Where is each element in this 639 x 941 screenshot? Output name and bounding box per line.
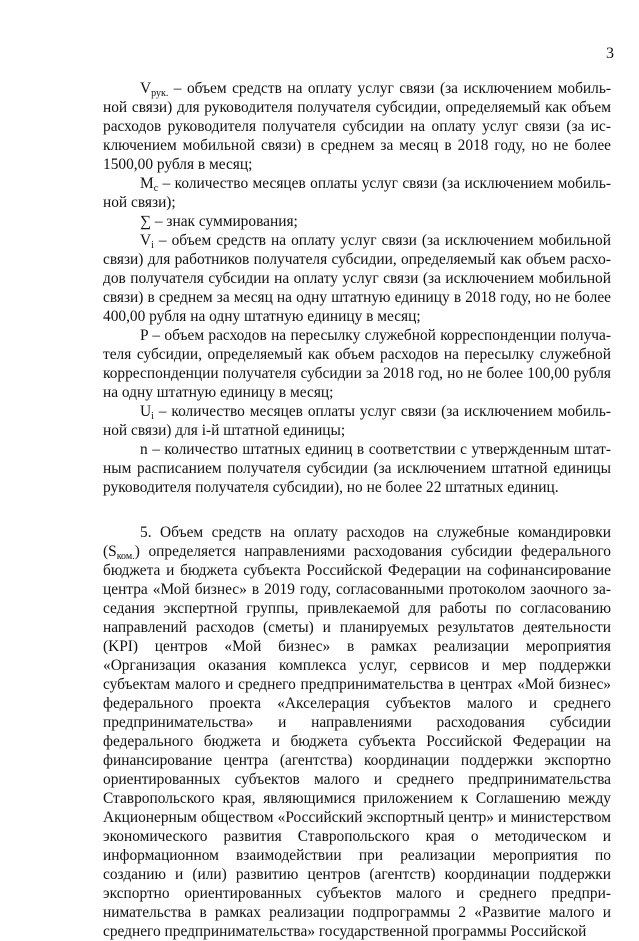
- sum-symbol: ∑: [140, 213, 151, 230]
- definition-ui: [103, 402, 611, 440]
- symbol: P: [140, 327, 148, 344]
- definition-n: [103, 440, 611, 497]
- symbol: U: [140, 403, 152, 420]
- symbol: M: [140, 175, 154, 192]
- definition-text: – объем средств на оплату услуг связи (за исключением мобильной связи) для работников получателя субсидии, определяемый как объем расходов получателя субсидии на оплату услуг связи (за исключением мобильной связи) в среднем за месяц на одну штатную единицу в 2018 году, но не более 400,00 рубля на одну штатную единицу в месяц;: [103, 232, 611, 325]
- definition-text: – объем расходов на пересылку служебной корреспонденции получателя субсидии, определяемый как объем расходов на пересылку служебной корреспонденции получателя субсидии за 2018 год, но не более 100,00 рубля на одну штатную единицу в месяц;: [103, 327, 611, 401]
- symbol: n: [140, 441, 148, 458]
- section-5-text: ) определяется направлениями расходования субсидии федерального бюджета и бюджета субъекта Российской Федерации на софинансирование центра «Мой бизнес» в 2019 году, согласованными протоколом заочного заседания экспертной группы, привлекаемой для работы по согласованию направлений расходов (сметы) и планируемых результатов деятельности (KPI) центров «Мой бизнес» в рамках реализации мероприятия «Организация оказания комплекса услуг, сервисов и мер поддержки субъектам малого и среднего предпринимательства в центрах «Мой бизнес» федерального проекта «Акселерация субъектов малого и среднего предпринимательства» и направлениями расходования субсидии федерального бюджета и бюджета субъекта Российской Федерации на финансирование центра (агентства) координации поддержки экспортно ориентированных субъектов малого и среднего предпринимательства Ставропольского края, являющимися приложением к Соглашению между Акционерным обществом «Российский экспортный центр» и министерством экономического развития Ставропольского края о методическом и информационном взаимодействии при реализации мероприятия по созданию и (или) развитию центров (агентств) координации поддержки экспортно ориентированных субъектов малого и среднего предпринимательства в рамках реализации подпрограммы 2 «Развитие малого и среднего предпринимательства» государственной программы Российской: [103, 543, 611, 940]
- symbol: V: [140, 232, 152, 249]
- definition-mc: [103, 174, 611, 212]
- symbol-subscript: c: [153, 183, 159, 194]
- definition-text: – количество месяцев оплаты услуг связи (за исключением мобильной связи) для i-й штатной единицы;: [103, 403, 611, 439]
- symbol-subscript: i: [151, 411, 154, 422]
- definition-vi: [103, 231, 611, 326]
- definition-sum: [103, 212, 611, 231]
- symbol-subscript: ком.: [116, 551, 135, 562]
- paragraph-spacer: [103, 497, 611, 523]
- section-5-paragraph: [103, 523, 611, 941]
- symbol: V: [140, 80, 152, 97]
- symbol-subscript: i: [151, 240, 154, 251]
- page-number: 3: [606, 45, 614, 62]
- definition-text: – количество штатных единиц в соответствии с утвержденным штатным расписанием получателя субсидии (за исключением штатной единицы руководителя получателя субсидии), но не более 22 штатных единиц.: [103, 441, 611, 496]
- definition-text: – объем средств на оплату услуг связи (за исключением мобильной связи) для руководителя получателя субсидии, определяемый как объем расходов руководителя получателя субсидии на оплату услуг связи (за исключением мобильной связи) в среднем за месяц в 2018 году, но не более 1500,00 рубля в месяц;: [103, 80, 611, 173]
- definition-v-head: [103, 79, 611, 174]
- section-5-text-start: 5. Объем средств на оплату расходов на служебные командировки (S: [103, 524, 611, 560]
- definition-text: – количество месяцев оплаты услуг связи (за исключением мобильной связи);: [103, 175, 611, 211]
- document-body: [103, 79, 611, 941]
- definition-text: – знак суммирования;: [150, 213, 298, 230]
- symbol-subscript: рук.: [151, 88, 169, 99]
- definition-p: [103, 326, 611, 402]
